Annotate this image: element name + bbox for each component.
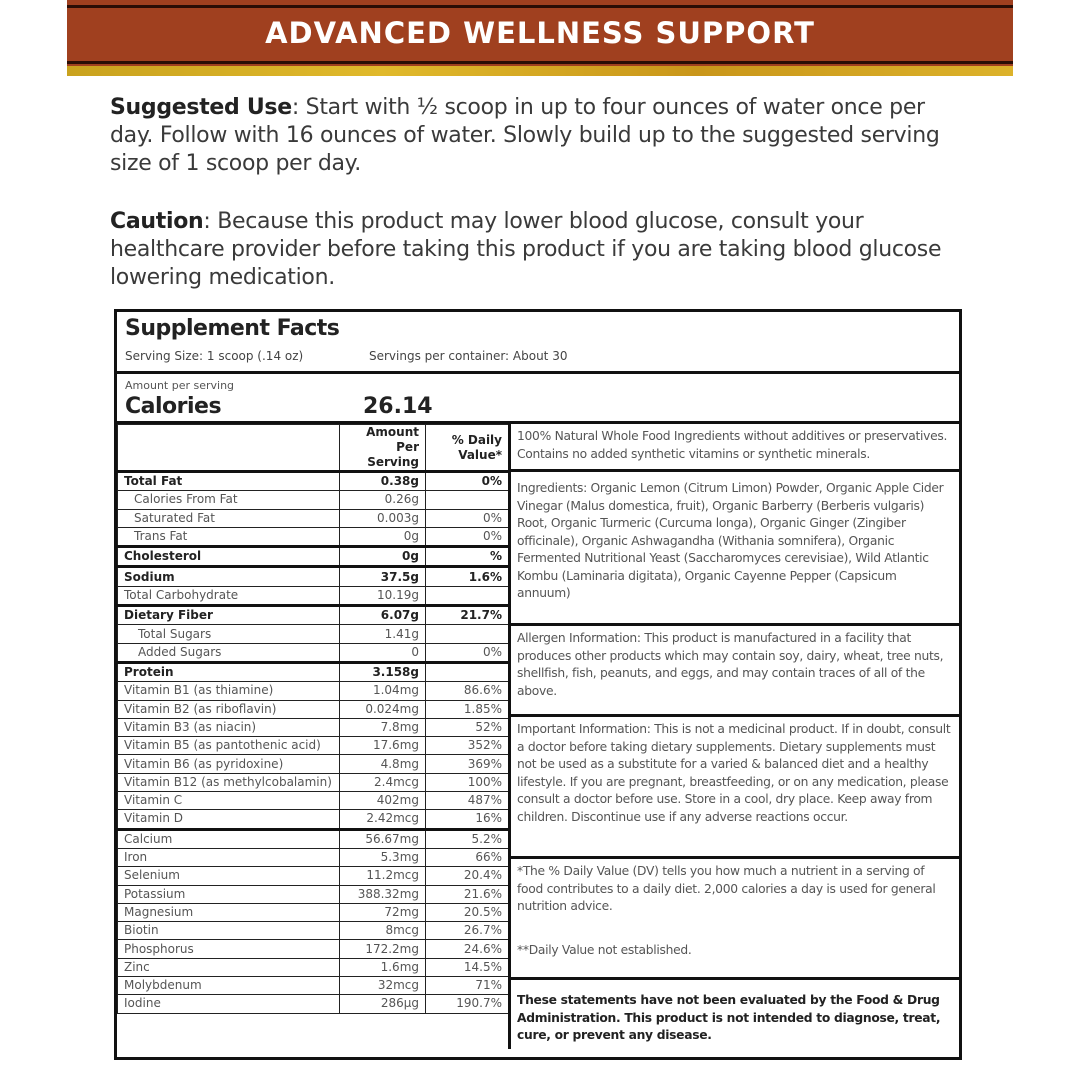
nutrient-row [118, 940, 509, 958]
nutrient-name: Saturated Fat [118, 509, 340, 527]
nutrient-amount: 4.8mg [340, 755, 426, 773]
nutrient-row [118, 773, 509, 791]
nutrient-name: Calcium [118, 829, 340, 848]
nutrient-daily-value: 20.4% [426, 867, 509, 885]
nutrient-daily-value: 24.6% [426, 940, 509, 958]
nutrient-name: Magnesium [118, 903, 340, 921]
nutrient-daily-value: 190.7% [426, 995, 509, 1013]
calories-value: 26.14 [363, 394, 433, 419]
nutrient-amount: 0.003g [340, 509, 426, 527]
dv-not-established: **Daily Value not established. [517, 942, 692, 957]
nutrient-row [118, 977, 509, 995]
nutrient-daily-value: 1.85% [426, 700, 509, 718]
nutrient-row [118, 792, 509, 810]
serving-size: Serving Size: 1 scoop (.14 oz) [125, 349, 304, 363]
ingredients-list: Ingredients: Organic Lemon (Citrum Limon) Powder, Organic Apple Cider Vinegar (Malus domestica, fruit), Organic Barberry (Berberis vulgaris) Root, Organic Turmeric (Curcuma longa), Organic Ginger (Zingiber officinale), Organic Ashwagandha (Withania somnifera), Organic Fermented Nutritional Yeast (Saccharomyces cerevisiae), Wild Atlantic Kombu (Laminaria digitata), Organic Cayenne Pepper (Capsicum annuum) [511, 472, 959, 626]
header-banner [67, 0, 1013, 76]
nutrient-row [118, 810, 509, 829]
nutrient-row [118, 472, 509, 491]
nutrient-name: Iron [118, 848, 340, 866]
nutrient-row [118, 867, 509, 885]
nutrient-daily-value: 66% [426, 848, 509, 866]
nutrient-amount: 3.158g [340, 662, 426, 681]
nutrient-amount: 0 [340, 643, 426, 662]
nutrient-daily-value: 0% [426, 472, 509, 491]
calories-section [117, 374, 959, 424]
daily-value-notes [511, 859, 959, 980]
nutrient-daily-value [426, 625, 509, 643]
nutrient-daily-value: 0% [426, 509, 509, 527]
nutrient-amount: 172.2mg [340, 940, 426, 958]
nutrient-amount: 2.42mcg [340, 810, 426, 829]
supplement-facts-panel [114, 309, 962, 1060]
nutrient-row [118, 700, 509, 718]
nutrient-row [118, 848, 509, 866]
allergen-information: Allergen Information: This product is manufactured in a facility that produces other products which may contain soy, dairy, wheat, tree nuts, shellfish, fish, peanuts, and eggs, and may contain traces of all of the above. [511, 626, 959, 717]
nutrient-daily-value [426, 662, 509, 681]
natural-statement: 100% Natural Whole Food Ingredients without additives or preservatives. Contains no added synthetic vitamins or synthetic minerals. [511, 424, 959, 472]
nutrient-daily-value: 369% [426, 755, 509, 773]
nutrient-daily-value: 14.5% [426, 958, 509, 976]
nutrient-row [118, 527, 509, 546]
nutrient-amount: 0g [340, 527, 426, 546]
nutrient-row [118, 737, 509, 755]
nutrient-name: Vitamin B6 (as pyridoxine) [118, 755, 340, 773]
nutrient-table [117, 424, 509, 1014]
nutrient-row [118, 586, 509, 605]
nutrient-table-wrapper [117, 424, 508, 1014]
nutrient-amount: 8mcg [340, 922, 426, 940]
nutrient-amount: 402mg [340, 792, 426, 810]
nutrient-amount: 1.6mg [340, 958, 426, 976]
nutrient-name: Molybdenum [118, 977, 340, 995]
nutrient-row [118, 903, 509, 921]
nutrient-row [118, 682, 509, 700]
nutrient-amount: 0.26g [340, 491, 426, 509]
nutrient-name: Protein [118, 662, 340, 681]
nutrient-row [118, 958, 509, 976]
nutrient-row [118, 643, 509, 662]
nutrient-row [118, 625, 509, 643]
nutrient-name: Selenium [118, 867, 340, 885]
nutrient-daily-value: 86.6% [426, 682, 509, 700]
nutrient-amount: 286µg [340, 995, 426, 1013]
nutrient-row [118, 922, 509, 940]
nutrient-daily-value: 21.7% [426, 606, 509, 625]
nutrient-amount: 37.5g [340, 567, 426, 586]
calories-label: Calories [125, 394, 222, 419]
dv-footnote: *The % Daily Value (DV) tells you how much a nutrient in a serving of food contributes to a daily diet. 2,000 calories a day is used for general nutrition advice. [517, 864, 936, 913]
nutrient-amount: 32mcg [340, 977, 426, 995]
nutrient-amount: 1.41g [340, 625, 426, 643]
banner-gold-strip [67, 66, 1013, 76]
nutrient-amount: 388.32mg [340, 885, 426, 903]
nutrient-name: Total Fat [118, 472, 340, 491]
nutrient-amount: 6.07g [340, 606, 426, 625]
nutrient-row [118, 755, 509, 773]
nutrient-row [118, 509, 509, 527]
nutrient-amount: 5.3mg [340, 848, 426, 866]
nutrient-daily-value: 26.7% [426, 922, 509, 940]
banner-top-rule [67, 5, 1013, 8]
nutrient-name: Potassium [118, 885, 340, 903]
nutrient-amount: 10.19g [340, 586, 426, 605]
nutrient-daily-value: 52% [426, 718, 509, 736]
nutrient-name: Vitamin B3 (as niacin) [118, 718, 340, 736]
fda-disclaimer: These statements have not been evaluated by the Food & Drug Administration. This product is not intended to diagnose, treat, cure, or prevent any disease. [517, 993, 941, 1042]
nutrient-table-header [118, 425, 509, 472]
nutrient-amount: 11.2mcg [340, 867, 426, 885]
nutrient-name: Zinc [118, 958, 340, 976]
caution-label: Caution [110, 209, 204, 234]
nutrient-name: Vitamin D [118, 810, 340, 829]
nutrient-amount: 0.38g [340, 472, 426, 491]
nutrient-daily-value: 20.5% [426, 903, 509, 921]
suggested-use-label: Suggested Use [110, 95, 292, 120]
nutrient-daily-value: 5.2% [426, 829, 509, 848]
nutrient-daily-value: % [426, 547, 509, 567]
nutrient-name: Sodium [118, 567, 340, 586]
nutrient-daily-value: 71% [426, 977, 509, 995]
nutrient-row [118, 567, 509, 586]
nutrient-row [118, 829, 509, 848]
nutrient-daily-value: 16% [426, 810, 509, 829]
important-information: Important Information: This is not a medicinal product. If in doubt, consult a doctor before taking dietary supplements. Dietary supplements must not be used as a substitute for a varied & balanced diet and a healthy lifestyle. If you are pregnant, breastfeeding, or on any medication, please consult a doctor before use. Store in a cool, dry place. Keep away from children. Discontinue use if any adverse reactions occur. [511, 717, 959, 859]
suggested-use-paragraph [110, 94, 970, 178]
nutrient-name: Total Sugars [118, 625, 340, 643]
nutrient-daily-value: 100% [426, 773, 509, 791]
supplement-facts-title: Supplement Facts [125, 316, 340, 341]
header-amount: Amount Per Serving [340, 425, 426, 472]
nutrient-name: Vitamin C [118, 792, 340, 810]
nutrient-name: Vitamin B5 (as pantothenic acid) [118, 737, 340, 755]
nutrient-row [118, 662, 509, 681]
header-daily-value: % Daily Value* [426, 425, 509, 472]
nutrient-name: Added Sugars [118, 643, 340, 662]
nutrient-daily-value: 487% [426, 792, 509, 810]
nutrient-row [118, 995, 509, 1013]
nutrient-row [118, 885, 509, 903]
nutrient-name: Cholesterol [118, 547, 340, 567]
nutrient-daily-value: 21.6% [426, 885, 509, 903]
nutrient-name: Vitamin B2 (as riboflavin) [118, 700, 340, 718]
nutrient-daily-value [426, 491, 509, 509]
nutrient-name: Phosphorus [118, 940, 340, 958]
nutrient-amount: 0.024mg [340, 700, 426, 718]
nutrient-row [118, 547, 509, 567]
nutrient-daily-value: 352% [426, 737, 509, 755]
nutrient-amount: 56.67mg [340, 829, 426, 848]
nutrient-amount: 7.8mg [340, 718, 426, 736]
nutrient-name: Biotin [118, 922, 340, 940]
banner-bottom-rule [67, 61, 1013, 64]
nutrient-row [118, 491, 509, 509]
header-nutrient [118, 425, 340, 472]
nutrient-name: Vitamin B12 (as methylcobalamin) [118, 773, 340, 791]
nutrient-amount: 2.4mcg [340, 773, 426, 791]
nutrient-amount: 0g [340, 547, 426, 567]
servings-per-container: Servings per container: About 30 [369, 349, 568, 363]
nutrient-daily-value: 1.6% [426, 567, 509, 586]
nutrient-name: Trans Fat [118, 527, 340, 546]
caution-paragraph [110, 208, 970, 292]
notes-column [508, 424, 959, 1049]
nutrient-name: Calories From Fat [118, 491, 340, 509]
amount-per-serving-label: Amount per serving [125, 379, 235, 392]
nutrient-daily-value: 0% [426, 643, 509, 662]
nutrient-daily-value [426, 586, 509, 605]
nutrient-daily-value: 0% [426, 527, 509, 546]
nutrient-amount: 17.6mg [340, 737, 426, 755]
nutrient-name: Vitamin B1 (as thiamine) [118, 682, 340, 700]
nutrient-amount: 72mg [340, 903, 426, 921]
nutrient-name: Total Carbohydrate [118, 586, 340, 605]
suggested-use-text: : Start with ½ scoop in up to four ounces of water once per day. Follow with 16 ounces of water. Slowly build up to the suggested serving size of 1 scoop per day. [110, 95, 940, 176]
supplement-facts-header [117, 312, 959, 374]
nutrient-row [118, 606, 509, 625]
nutrient-name: Iodine [118, 995, 340, 1013]
nutrient-table-body [118, 472, 509, 1014]
caution-text: : Because this product may lower blood glucose, consult your healthcare provider before taking this product if you are taking blood glucose lowering medication. [110, 209, 942, 290]
nutrient-amount: 1.04mg [340, 682, 426, 700]
nutrient-row [118, 718, 509, 736]
nutrient-name: Dietary Fiber [118, 606, 340, 625]
banner-title: ADVANCED WELLNESS SUPPORT [265, 16, 815, 50]
